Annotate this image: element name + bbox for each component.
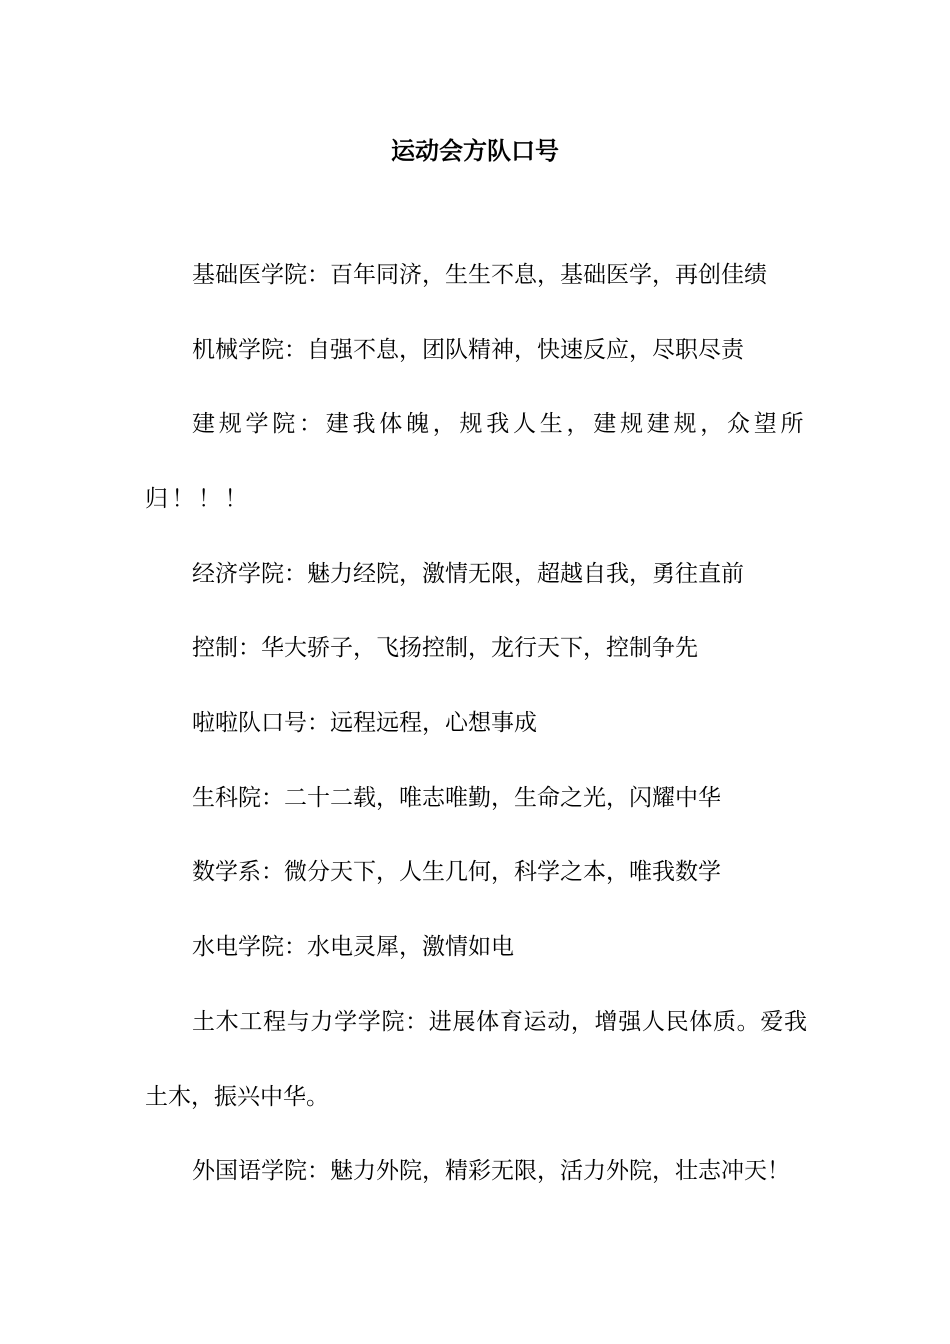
slogan-foreign-languages: 外国语学院：魅力外院，精彩无限，活力外院，壮志冲天！ (192, 1158, 790, 1184)
slogan-hydropower: 水电学院：水电灵犀，激情如电 (192, 934, 514, 960)
slogan-economics: 经济学院：魅力经院，激情无限，超越自我，勇往直前 (192, 561, 744, 587)
slogan-mathematics: 数学系：微分天下，人生几何，科学之本，唯我数学 (192, 859, 721, 885)
slogan-mechanical: 机械学院：自强不息，团队精神，快速反应，尽职尽责 (192, 337, 744, 363)
slogan-control: 控制：华大骄子，飞扬控制，龙行天下，控制争先 (192, 635, 698, 661)
slogan-life-science: 生科院：二十二载，唯志唯勤，生命之光，闪耀中华 (192, 785, 721, 811)
document-title: 运动会方队口号 (391, 136, 559, 165)
slogan-basic-medicine: 基础医学院：百年同济，生生不息，基础医学，再创佳绩 (192, 262, 767, 288)
slogan-civil-engineering: 土木工程与力学学院：进展体育运动，增强人民体质。爱我土木，振兴中华。 (145, 1009, 807, 1110)
slogan-cheerleaders: 啦啦队口号：远程远程，心想事成 (192, 710, 537, 736)
slogan-architecture-planning: 建规学院：建我体魄，规我人生，建规建规，众望所归！！！ (145, 411, 807, 512)
